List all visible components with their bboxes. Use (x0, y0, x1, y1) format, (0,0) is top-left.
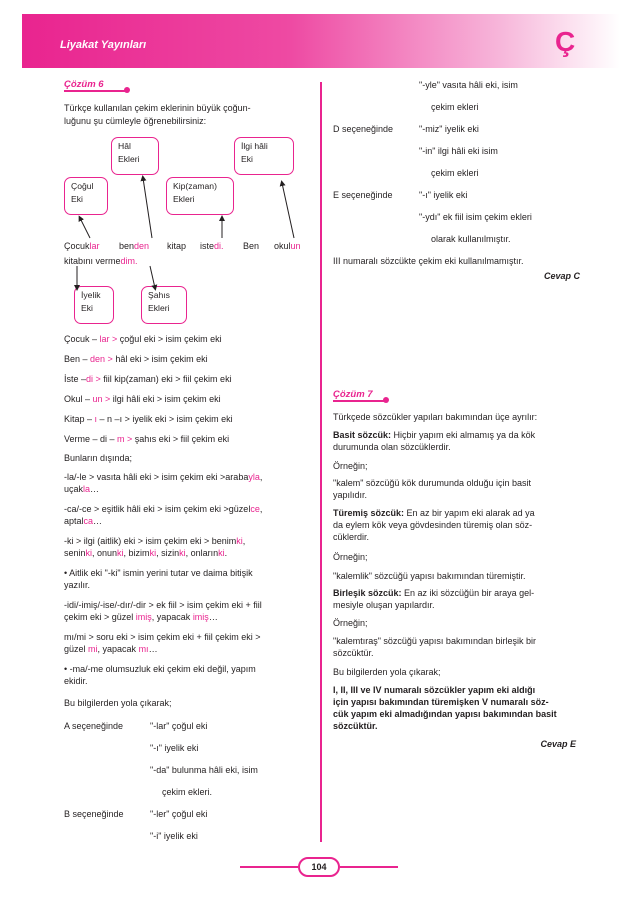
solution-6-title: Çözüm 6 (64, 79, 104, 90)
derivation-row: Okul – un > ilgi hâli eki > isim çekim eki (64, 394, 221, 404)
intro-line-1: Türkçe kullanılan çekim eklerinin büyük çoğun- (64, 103, 251, 113)
label-box-hal: Hâl Ekleri (111, 137, 159, 175)
rule-la-le: -la/-le > vasıta hâli eki > isim çekim eki >arabayla, (64, 472, 263, 482)
example-sentence-line-2: kitabını vermedim. (64, 256, 138, 266)
page-number-line-right (340, 866, 398, 868)
derivation-row: Ben – den > hâl eki > isim çekim eki (64, 354, 208, 364)
page-number: 104 (298, 857, 340, 877)
option-b-label: B seçeneğinde (64, 809, 124, 819)
solution-7-title: Çözüm 7 (333, 389, 373, 400)
label-box-cogul: Çoğul Eki (64, 177, 108, 215)
page-number-line-left (240, 866, 298, 868)
publisher-name: Liyakat Yayınları (60, 39, 147, 51)
section-letter: Ç (555, 26, 576, 57)
bu-bilgilerden-right: Bu bilgilerden yola çıkarak; (333, 667, 441, 677)
label-box-ilgi: İlgi hâli Eki (234, 137, 294, 175)
option-c-line-1: "-yle" vasıta hâli eki, isim (419, 80, 518, 90)
example-sentence-line-1: Çocuklar (64, 241, 100, 251)
derivation-row: Kitap – ı – n –ı > iyelik eki > isim çekim eki (64, 414, 233, 424)
derivation-row: Verme – di – m > şahıs eki > fiil çekim eki (64, 434, 230, 444)
label-box-iyelik: İyelik Eki (74, 286, 114, 324)
conclusion: I, II, III ve IV numaralı sözcükler yapım eki aldığı (333, 685, 536, 695)
derivation-row: İste –di > fiil kip(zaman) eki > fiil çekim eki (64, 374, 232, 384)
s7-intro: Türkçede sözcükler yapıları bakımından üçe ayrılır: (333, 412, 538, 422)
bu-bilgilerden-left: Bu bilgilerden yola çıkarak; (64, 698, 172, 708)
solution-underline (333, 400, 385, 402)
option-d-label: D seçeneğinde (333, 124, 394, 134)
label-box-sahis: Şahıs Ekleri (141, 286, 187, 324)
intro-line-2: luğunu şu cümleyle öğrenebilirsiniz: (64, 116, 207, 126)
birlesik-definition: Birleşik sözcük: En az iki sözcüğün bir araya gel- (333, 588, 535, 598)
rule-ek-fiil: -idi/-imiş/-ise/-dır/-dir > ek fiil > isim çekim eki + fiil (64, 600, 262, 610)
rule-soru-eki: mı/mi > soru eki > isim çekim eki + fiil çekim eki > (64, 632, 261, 642)
option-e-label: E seçeneğinde (333, 190, 393, 200)
rule-ki: -ki > ilgi (aitlik) eki > isim çekim eki > benimki, (64, 536, 246, 546)
label-box-kip: Kip(zaman) Ekleri (166, 177, 234, 215)
answer-e: Cevap E (540, 739, 576, 749)
rule-aitlik: • Aitlik eki "-ki" ismin yerini tutar ve daima bitişik (64, 568, 253, 578)
iii-statement: III numaralı sözcükte çekim eki kullanılmamıştır. (333, 256, 524, 266)
basit-definition: Basit sözcük: Hiçbir yapım eki almamış ya da kök (333, 430, 536, 440)
turemis-definition: Türemiş sözcük: En az bir yapım eki alarak ad ya (333, 508, 535, 518)
bunlarin-disinda: Bunların dışında; (64, 453, 133, 463)
rule-ca-ce: -ca/-ce > eşitlik hâli eki > isim çekim eki >güzelce, (64, 504, 263, 514)
derivation-row: Çocuk – lar > çoğul eki > isim çekim eki (64, 334, 222, 344)
solution-dot (383, 397, 389, 403)
answer-c: Cevap C (543, 271, 580, 281)
option-a-label: A seçeneğinde (64, 721, 124, 731)
rule-olumsuzluk: • -ma/-me olumsuzluk eki çekim eki değil, yapım (64, 664, 256, 674)
